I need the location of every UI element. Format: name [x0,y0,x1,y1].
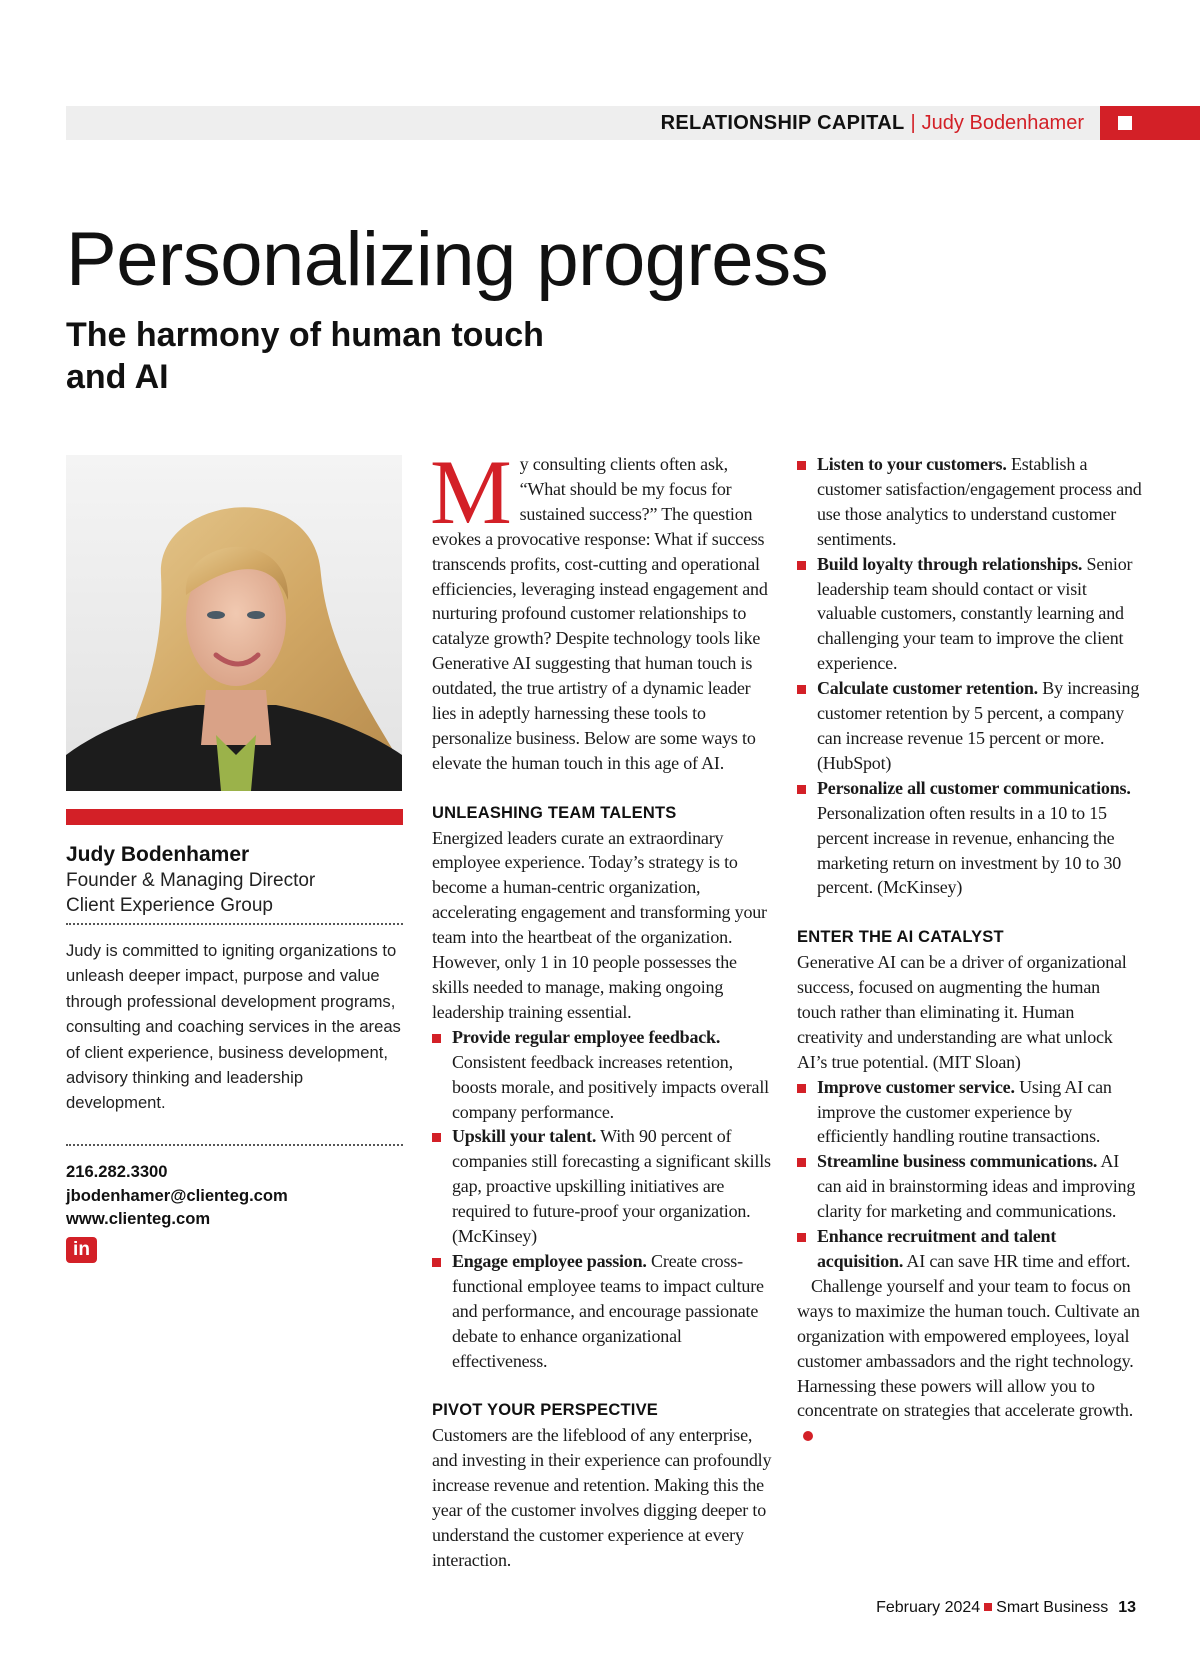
bullet-item: Improve customer service. Using AI can improve the customer experience by efficiently handling routine transactions. [797,1075,1142,1150]
section-name: RELATIONSHIP CAPITAL [660,112,905,134]
body-paragraph: Customers are the lifeblood of any enterprise, and investing in their experience can profoundly increase revenue and retention. Making this the year of the customer involves digging deeper to understand the customer experience at every interaction. [432,1425,772,1570]
author-name: Judy Bodenhamer [66,843,250,866]
section-header-text [661,112,1084,134]
author-photo [66,455,402,791]
section-heading: UNLEASHING TEAM TALENTS [432,803,677,822]
author-website-link[interactable]: www.clienteg.com [66,1209,211,1228]
bullet-item: Upskill your talent. With 90 percent of companies still forecasting a significant skills gap, proactive upskilling initiatives are required to future-proof your organization. (McKinsey) [432,1124,774,1249]
author-company: Client Experience Group [66,895,273,916]
linkedin-icon[interactable]: in [66,1237,97,1263]
body-paragraph: Energized leaders curate an extraordinary employee experience. Today’s strategy is to become a human-centric organization, accelerating engagement and transforming your team into the heartbeat of the organization. However, only 1 in 10 people possesses the skills needed to manage, making ongoing leadership training essential. [432,827,767,1022]
article-title: Personalizing progress [66,217,829,302]
closing-paragraph: Challenge yourself and your team to focus on ways to maximize the human touch. Cultivate an organization with empowered employees, loyal customer ambassadors and the right technology. Harnessing these powers will allow you to concentrate on strategies that accelerate growth. [797,1274,1142,1448]
header-author: Judy Bodenhamer [921,112,1084,134]
issue-date: February 2024 [876,1599,981,1616]
end-mark-icon [803,1431,813,1441]
bullet-item: Enhance recruitment and talent acquisition. AI can save HR time and effort. [797,1224,1142,1274]
square-icon [1118,116,1132,130]
section-heading: PIVOT YOUR PERSPECTIVE [432,1401,658,1420]
body-paragraph: Generative AI can be a driver of organizational success, focused on augmenting the human touch rather than eliminating it. Human creativity and understanding are what unlock AI’s true potential. (MIT Sloan) [797,952,1127,1072]
author-email-link[interactable]: jbodenhamer@clienteg.com [66,1185,288,1205]
bullet-item: Build loyalty through relationships. Senior leadership team should contact or visit valuable customers, constantly learning and challenging your team to improve the client experience. [797,552,1142,677]
publication-name: Smart Business [996,1599,1109,1616]
article-column-1 [430,441,774,1573]
dotted-divider [66,1144,403,1146]
square-icon [984,1603,992,1611]
author-box-accent-bar [66,809,403,825]
bullet-item: Personalize all customer communications. Personalization often results in a 10 to 15 percent increase in revenue, enhancing the marketing return on investment by 10 to 30 percent. (McKinsey) [797,776,1142,901]
article-column-2 [797,452,1142,1448]
bullet-item: Listen to your customers. Establish a customer satisfaction/engagement process and use those analytics to understand customer sentiments. [797,452,1142,552]
intro-paragraph: My consulting clients often ask, “What should be my focus for sustained success?” The question evokes a provocative response: What if success transcends profits, cost-cutting and operational efficiencies, leveraging instead engagement and nurturing profound customer relationships to catalyze growth? Despite technology tools like Generative AI suggesting that human touch is outdated, the true artistry of a dynamic leader lies in adeptly harnessing these tools to personalize business. Below are some ways to elevate the human touch in this age of AI. [430,441,768,773]
section-header-band [66,106,1100,140]
page-footer [876,1598,1136,1618]
author-contacts [66,1160,288,1231]
bullet-item: Provide regular employee feedback. Consistent feedback increases retention, boosts morale, and positively impacts overall company performance. [432,1025,774,1125]
bullet-item: Streamline business communications. AI can aid in brainstorming ideas and improving clarity for marketing and communications. [797,1149,1142,1224]
drop-cap: M [430,441,512,543]
dotted-divider [66,923,403,925]
author-phone: 216.282.3300 [66,1162,168,1181]
bullet-item: Calculate customer retention. By increasing customer retention by 5 percent, a company can increase revenue 15 percent or more. (HubSpot) [797,676,1142,776]
author-role: Founder & Managing Director [66,870,316,891]
author-titles [66,868,403,918]
bullet-item: Engage employee passion. Create cross-functional employee teams to impact culture and performance, and encourage passionate debate to enhance organizational effectiveness. [432,1249,774,1374]
page-number: 13 [1118,1599,1136,1616]
author-bio: Judy is committed to igniting organizations to unleash deeper impact, purpose and value through professional development programs, consulting and coaching services in the areas of client experience, business development, advisory thinking and leadership development. [66,941,401,1113]
article-subtitle: The harmony of human touch and AI [66,316,544,396]
header-accent-block [1100,106,1200,140]
header-separator: | [910,112,916,134]
section-heading: ENTER THE AI CATALYST [797,928,1004,947]
